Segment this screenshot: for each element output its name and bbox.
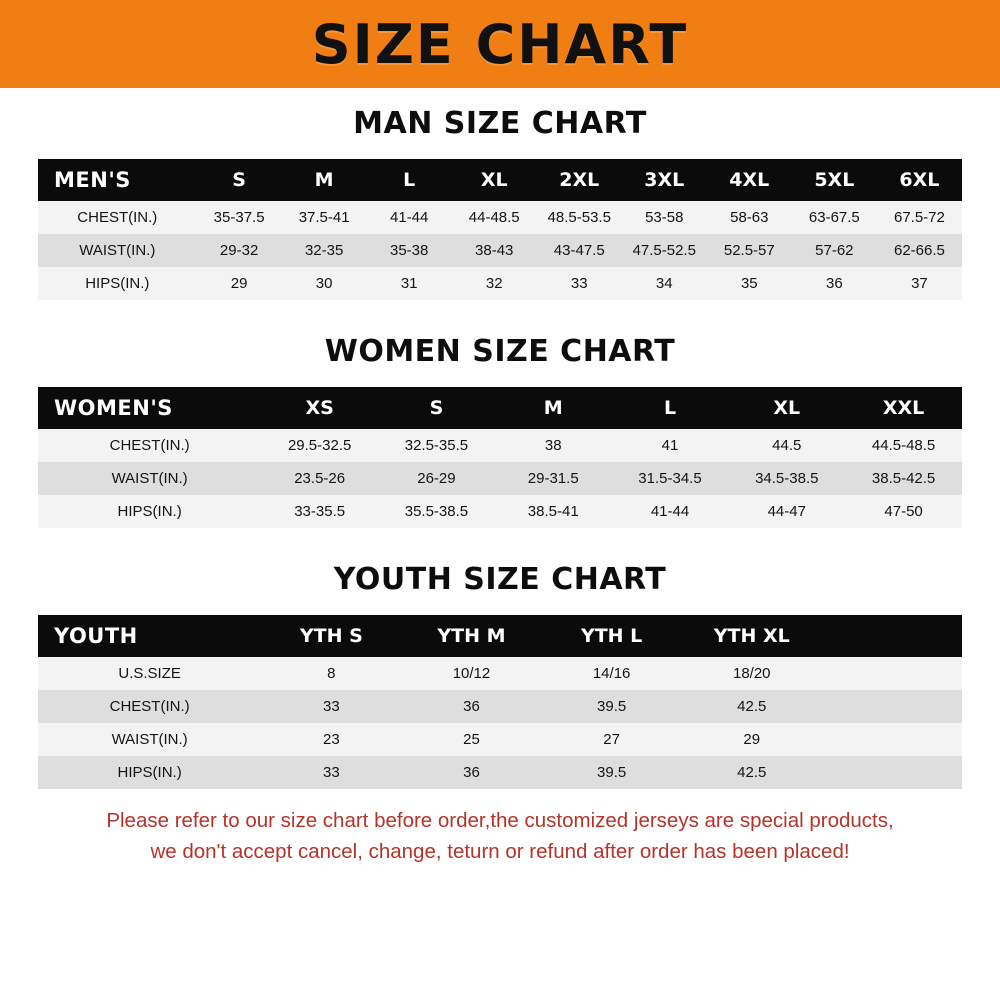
table-women-size <box>38 387 962 528</box>
table-row <box>38 267 962 300</box>
table-cell: 38.5-41 <box>527 503 579 520</box>
column-header: 2XL <box>559 169 600 191</box>
row-label: HIPS(IN.) <box>117 503 182 520</box>
spacer <box>38 597 962 615</box>
row-label: WAIST(IN.) <box>79 242 156 259</box>
table-cell: 37.5-41 <box>298 209 350 226</box>
spacer <box>38 141 962 159</box>
table-cell: 32-35 <box>304 242 344 259</box>
row-label: CHEST(IN.) <box>77 209 158 226</box>
column-header: M <box>314 169 334 191</box>
table-cell: 41-44 <box>389 209 429 226</box>
column-header: L <box>663 397 677 419</box>
table-man-size <box>38 159 962 300</box>
table-cell: 58-63 <box>730 209 769 226</box>
table-youth-size <box>38 615 962 789</box>
table-cell: 18/20 <box>732 665 771 682</box>
spacer <box>0 300 1000 334</box>
footer-note-line-2: we don't accept cancel, change, teturn or refund after order has been placed! <box>150 840 850 863</box>
table-cell: 33-35.5 <box>294 503 346 520</box>
table-row <box>38 201 962 234</box>
table-header-row <box>38 387 962 429</box>
table-cell: 42.5 <box>737 698 767 715</box>
table-cell: 47-50 <box>884 503 923 520</box>
table-cell-spacer <box>822 657 962 690</box>
column-header: 4XL <box>729 169 770 191</box>
table-cell: 62-66.5 <box>893 242 945 259</box>
table-cell: 52.5-57 <box>723 242 775 259</box>
table-cell: 35-37.5 <box>213 209 265 226</box>
table-cell: 23.5-26 <box>294 470 346 487</box>
table-cell: 57-62 <box>815 242 854 259</box>
table-cell: 41-44 <box>650 503 690 520</box>
table-row <box>38 495 962 528</box>
spacer <box>0 528 1000 562</box>
table-cell: 34.5-38.5 <box>755 470 819 487</box>
column-header: 6XL <box>899 169 940 191</box>
table-cell: 43-47.5 <box>553 242 605 259</box>
table-cell: 33 <box>570 275 588 292</box>
column-header: XL <box>773 397 801 419</box>
table-row <box>38 657 962 690</box>
table-row <box>38 756 962 789</box>
table-cell-spacer <box>822 723 962 756</box>
row-label: CHEST(IN.) <box>109 437 190 454</box>
table-cell: 31 <box>400 275 418 292</box>
table-cell: 32 <box>485 275 503 292</box>
table-cell: 36 <box>825 275 843 292</box>
column-header: MEN'S <box>54 168 131 192</box>
column-header: WOMEN'S <box>54 396 173 420</box>
table-cell: 63-67.5 <box>808 209 860 226</box>
table-cell: 48.5-53.5 <box>547 209 611 226</box>
table-cell: 53-58 <box>645 209 684 226</box>
table-cell: 30 <box>315 275 333 292</box>
table-cell: 35-38 <box>389 242 429 259</box>
section-title-women: WOMEN SIZE CHART <box>324 334 676 369</box>
table-cell: 33 <box>322 698 340 715</box>
footer-note <box>0 805 1000 867</box>
table-cell: 29-32 <box>219 242 259 259</box>
table-cell: 35 <box>740 275 758 292</box>
table-cell: 26-29 <box>417 470 456 487</box>
row-label: HIPS(IN.) <box>85 275 150 292</box>
column-header: YTH L <box>580 625 643 647</box>
table-row <box>38 723 962 756</box>
table-cell: 36 <box>463 764 480 781</box>
column-header: S <box>429 397 444 419</box>
section-title-youth: YOUTH SIZE CHART <box>333 562 667 597</box>
table-cell-spacer <box>822 756 962 789</box>
page-banner <box>0 0 1000 88</box>
table-row <box>38 690 962 723</box>
table-cell: 29 <box>743 731 761 748</box>
table-cell: 31.5-34.5 <box>638 470 702 487</box>
table-cell: 8 <box>327 665 336 682</box>
column-header: M <box>543 397 563 419</box>
table-cell: 33 <box>322 764 340 781</box>
column-header: 5XL <box>814 169 855 191</box>
table-header-row <box>38 159 962 201</box>
row-label: U.S.SIZE <box>118 665 181 682</box>
table-cell: 35.5-38.5 <box>404 503 469 520</box>
column-header: XL <box>480 169 508 191</box>
table-cell: 38-43 <box>475 242 514 259</box>
table-row <box>38 429 962 462</box>
column-header: YTH XL <box>713 625 790 647</box>
table-cell: 42.5 <box>737 764 767 781</box>
table-cell: 47.5-52.5 <box>632 242 696 259</box>
row-label: CHEST(IN.) <box>109 698 190 715</box>
column-header: S <box>232 169 246 191</box>
row-label: WAIST(IN.) <box>111 731 188 748</box>
table-cell: 44-48.5 <box>468 209 520 226</box>
page-title: SIZE CHART <box>311 12 689 76</box>
table-cell: 44-47 <box>767 503 806 520</box>
table-cell: 10/12 <box>452 665 491 682</box>
row-label: HIPS(IN.) <box>117 764 182 781</box>
table-cell: 27 <box>603 731 620 748</box>
section-title-man: MAN SIZE CHART <box>353 106 647 141</box>
table-cell: 29.5-32.5 <box>287 437 352 454</box>
table-cell: 67.5-72 <box>893 209 945 226</box>
table-cell: 44.5-48.5 <box>871 437 936 454</box>
column-header-spacer <box>822 615 962 657</box>
column-header: YTH S <box>299 625 363 647</box>
section-man-size-chart <box>0 106 1000 300</box>
table-cell: 34 <box>655 275 673 292</box>
spacer <box>0 88 1000 106</box>
table-cell: 44.5 <box>772 437 802 454</box>
table-row <box>38 462 962 495</box>
table-cell: 29 <box>230 275 248 292</box>
column-header: YOUTH <box>54 624 138 648</box>
column-header: XXL <box>882 397 925 419</box>
section-women-size-chart <box>0 334 1000 528</box>
column-header: XS <box>305 397 334 419</box>
column-header: 3XL <box>644 169 685 191</box>
row-label: WAIST(IN.) <box>111 470 188 487</box>
table-cell: 37 <box>911 275 928 292</box>
table-cell: 38.5-42.5 <box>871 470 936 487</box>
column-header: YTH M <box>437 625 506 647</box>
table-cell: 36 <box>463 698 480 715</box>
table-row <box>38 234 962 267</box>
spacer <box>38 369 962 387</box>
table-cell: 32.5-35.5 <box>404 437 469 454</box>
footer-note-line-1: Please refer to our size chart before order,the customized jerseys are special products, <box>106 809 894 832</box>
table-cell: 23 <box>322 731 340 748</box>
table-header-row <box>38 615 962 657</box>
table-cell: 39.5 <box>597 698 627 715</box>
table-cell: 29-31.5 <box>527 470 579 487</box>
table-cell: 14/16 <box>592 665 631 682</box>
table-cell: 41 <box>661 437 679 454</box>
section-youth-size-chart <box>0 562 1000 789</box>
table-cell: 25 <box>463 731 480 748</box>
table-cell: 39.5 <box>597 764 627 781</box>
table-cell-spacer <box>822 690 962 723</box>
table-cell: 38 <box>544 437 562 454</box>
column-header: L <box>403 169 416 191</box>
